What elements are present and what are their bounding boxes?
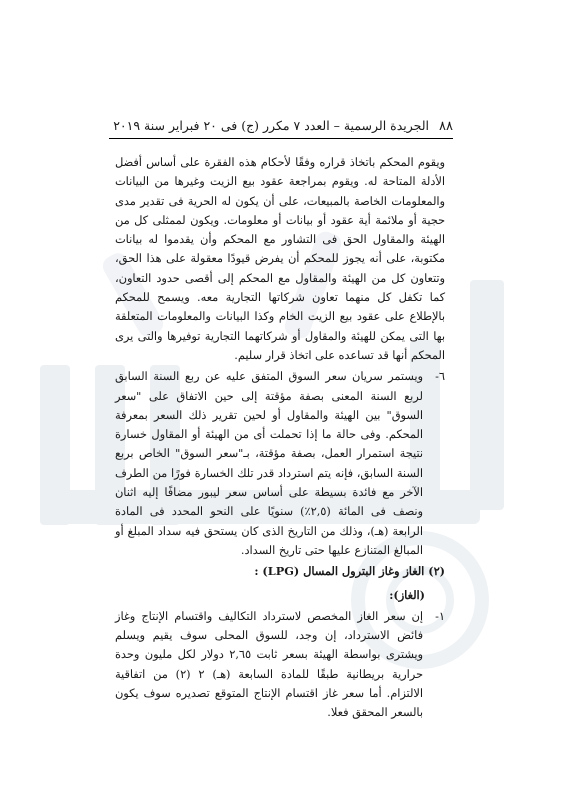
clause-6 <box>115 367 445 560</box>
clause-number: ١- <box>435 609 445 623</box>
intro-paragraph: ويقوم المحكم باتخاذ قراره وفقًا لأحكام هذه الفقرة على أساس أفضل الأدلة المتاحة له. ويقوم بمراجعة عقود بيع الزيت وغيرها من البيانات والمعلومات الخاصة بالمبيعات، على أن يكون له الحرية فى تقدير مدى حجية أو ملائمة أية عقود أو بيانات أو معلومات. ويكون لممثلى كل من الهيئة والمقاول الحق فى التشاور مع المحكم وأن يقدموا له بيانات مكتوبة، على أنه يجوز للمحكم أن يفرض قيودًا معقولة على هذا الحق، وتتعاون كل من الهيئة والمقاول مع المحكم إلى أقصى حدود التعاون، كما تكفل كل منهما تعاون شركاتها التجارية معه. ويسمح للمحكم بالإطلاع على عقود بيع الزيت الخام وكذا البيانات والمعلومات المتعلقة بها التى يمكن للهيئة والمقاول أو شركاتهما التجارية توفيرها والتى يرى المحكم أنها قد تساعده على اتخاذ قرار سليم. <box>115 156 445 362</box>
page-header <box>109 118 453 139</box>
watermark-bar-4 <box>470 280 504 510</box>
clause-number: ٦- <box>435 370 445 384</box>
section-heading: (٢) الغاز وغاز البترول المسال (LPG) : <box>254 564 445 579</box>
clause-text: إن سعر الغاز المخصص لاسترداد التكاليف واقتسام الإنتاج وغاز فائض الاسترداد، إن وجد، للسوق المحلى سوف يقيم ويسلم ويشترى بواسطة الهيئة بسعر ثابت ٢,٦٥ دولار لكل مليون وحدة حرارية بريطانية طبقًا للمادة السابعة (هـ) ٢ (٢) من اتفاقية الالتزام. أما سعر غاز اقتسام الإنتاج المتوقع تصديره سوف يكون بالسعر المحقق فعلا. <box>115 609 424 720</box>
clause-1 <box>115 607 445 723</box>
document-body <box>115 153 445 723</box>
gas-subheading: (الغاز): <box>389 587 425 602</box>
watermark-bar-1 <box>40 365 70 525</box>
gazette-title: الجريدة الرسمية – العدد ٧ مكرر (ج) فى ٢٠ فبراير سنة ٢٠١٩ <box>113 118 430 133</box>
page-number: ٨٨ <box>439 119 453 134</box>
clause-text: ويستمر سريان سعر السوق المتفق عليه عن ربع السنة السابق لربع السنة المعنى بصفة مؤقتة إلى حين الاتفاق على "سعر السوق" بين الهيئة والمقاول أو لحين تقرير ذلك السعر بمعرفة المحكم. وفى حالة ما إذا تحملت أى من الهيئة أو المقاول خسارة نتيجة استمرار العمل، بصفة مؤقتة، بـ"سعر السوق" الخاص بربع السنة السابق، فإنه يتم استرداد قدر تلك الخسارة فورًا من الطرف الآخر مع فائدة بسيطة على أساس سعر ليبور مضافًا إليه اثنان ونصف فى المائة (٢,٥٪) سنويًا على النحو المحدد فى المادة الرابعة (هـ)، وذلك من التاريخ الذى كان يستحق فيه سداد المبلغ أو المبالغ المتنازع عليها حتى تاريخ السداد. <box>115 370 424 557</box>
document-page <box>113 118 453 723</box>
